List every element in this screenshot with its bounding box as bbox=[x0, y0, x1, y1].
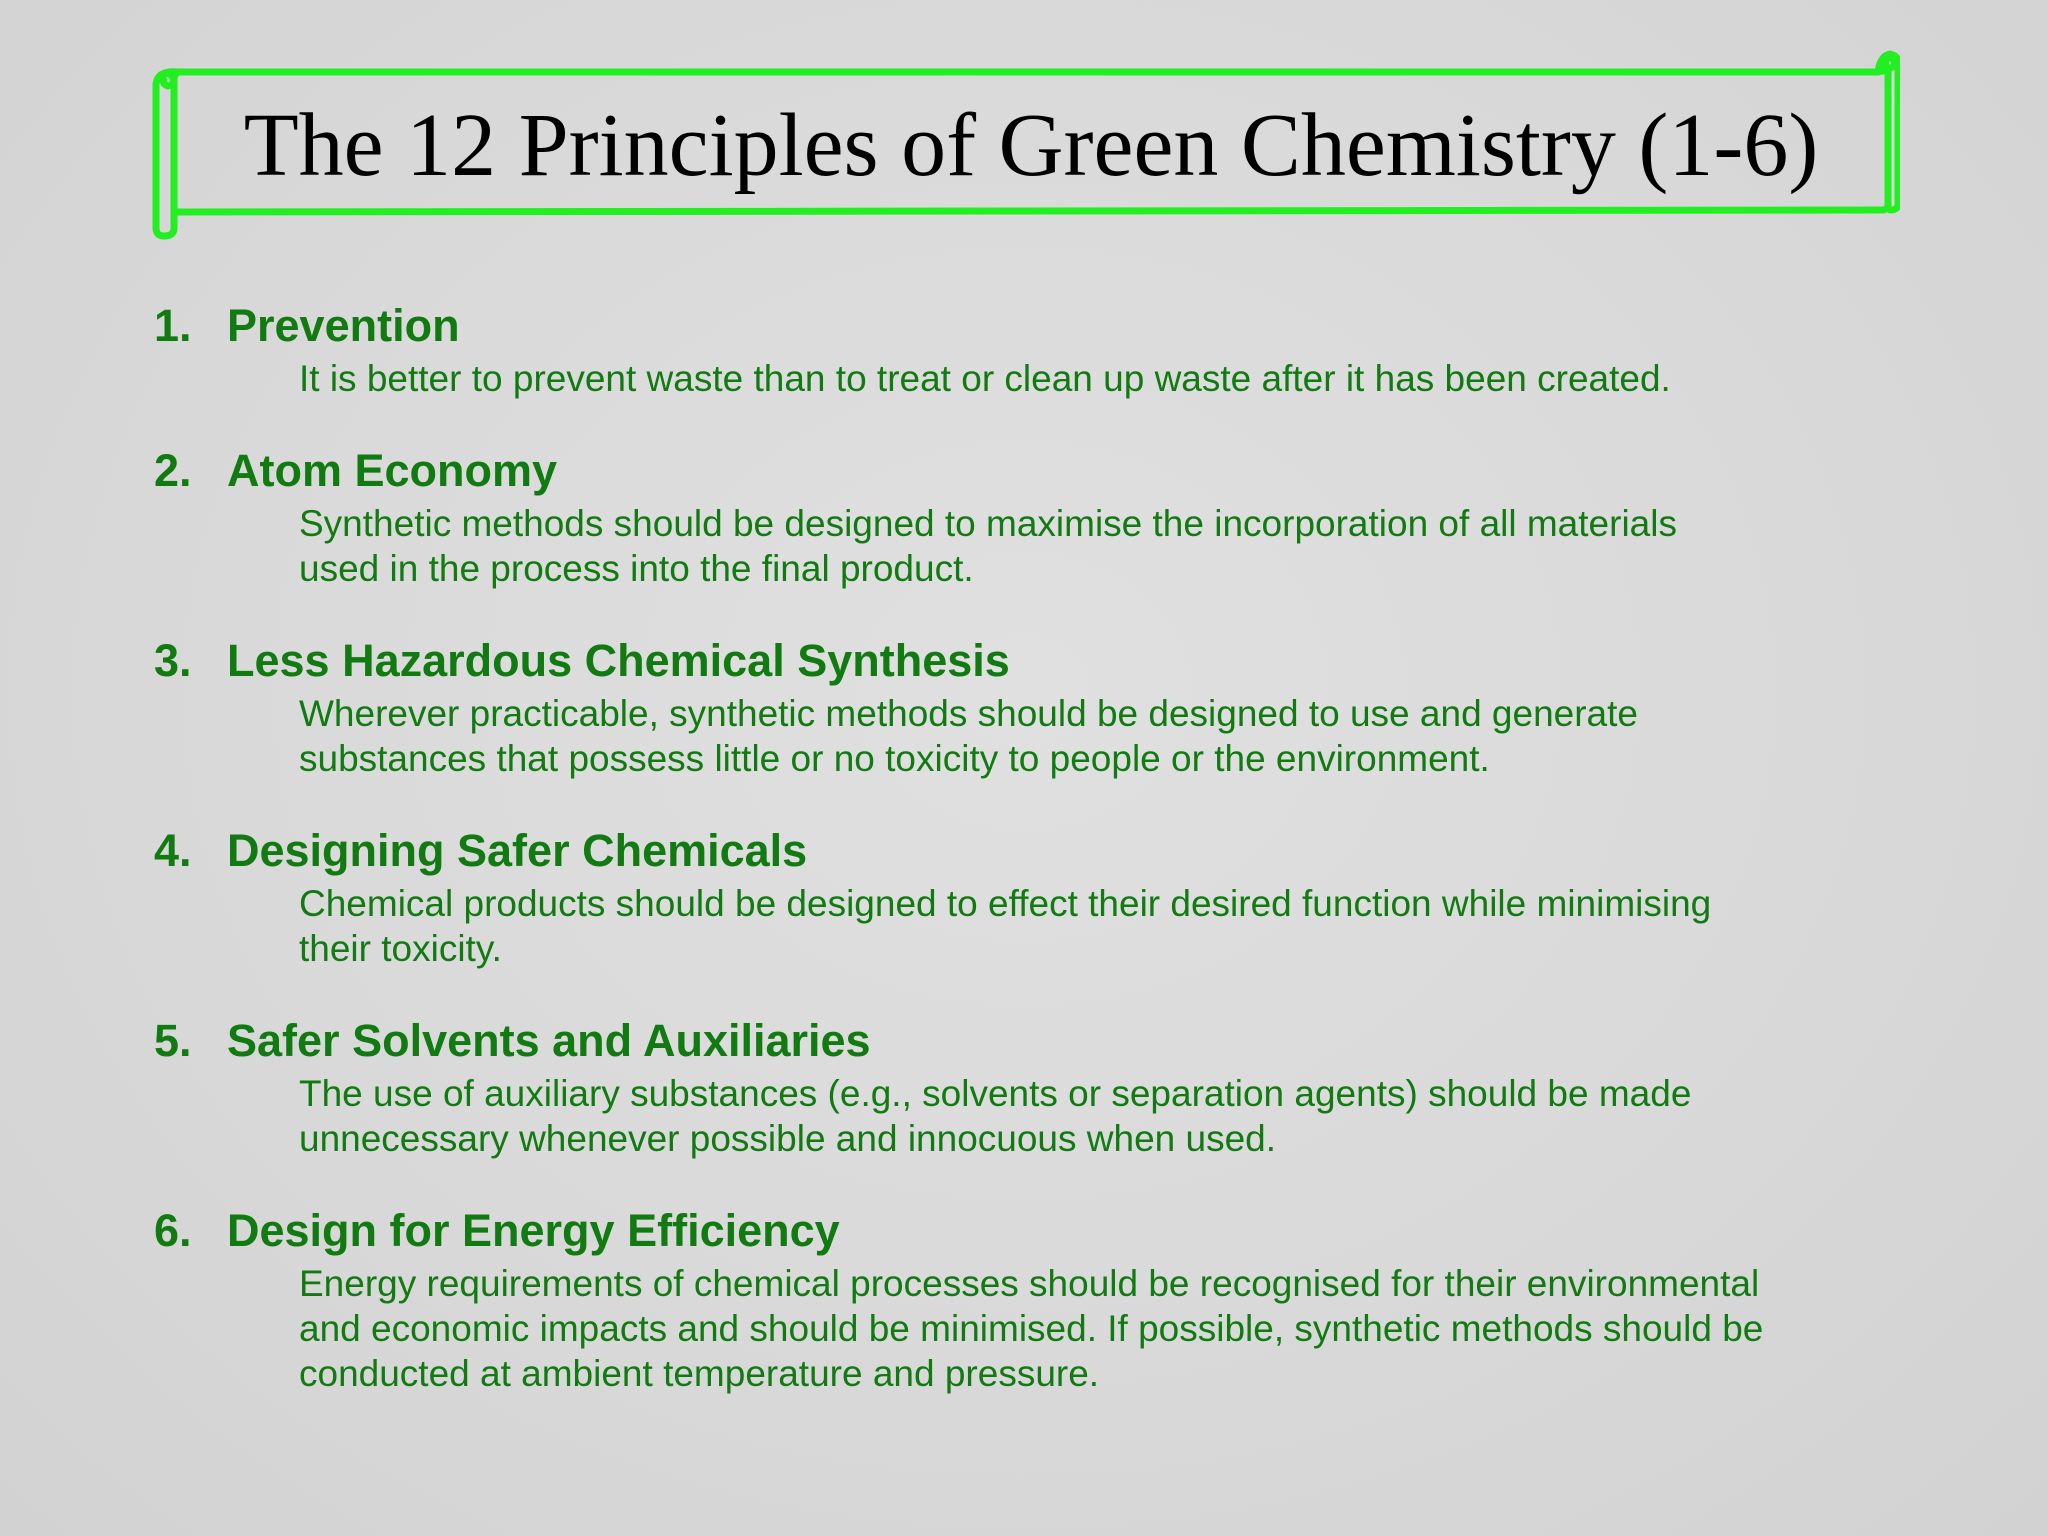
principle-item bbox=[154, 441, 1914, 591]
principle-title: Design for Energy Efficiency bbox=[227, 1205, 840, 1256]
principle-item bbox=[154, 1201, 1914, 1396]
principle-heading bbox=[154, 1201, 1914, 1261]
principle-heading bbox=[154, 441, 1914, 501]
principle-number: 2. bbox=[154, 445, 192, 496]
principle-number: 1. bbox=[154, 300, 192, 351]
principle-number: 5. bbox=[154, 1015, 192, 1066]
principle-number: 4. bbox=[154, 825, 192, 876]
principle-number: 3. bbox=[154, 635, 192, 686]
principle-description: Energy requirements of chemical processes should be recognised for their environmental and economic impacts and should be minimised. If possible, synthetic methods should be conducted at ambient temperature and pressure. bbox=[299, 1263, 1764, 1394]
principle-description: Synthetic methods should be designed to maximise the incorporation of all materials used in the process into the final product. bbox=[299, 503, 1677, 589]
principle-title: Less Hazardous Chemical Synthesis bbox=[227, 635, 1010, 686]
principles-list bbox=[154, 296, 1914, 1436]
principle-title: Safer Solvents and Auxiliaries bbox=[227, 1015, 871, 1066]
principle-title: Atom Economy bbox=[227, 445, 558, 496]
principle-description: The use of auxiliary substances (e.g., solvents or separation agents) should be made unnecessary whenever possible and innocuous when used. bbox=[299, 1073, 1692, 1159]
slide-title: The 12 Principles of Green Chemistry (1-6) bbox=[243, 96, 1819, 195]
principle-description: Wherever practicable, synthetic methods should be designed to use and generate substances that possess little or no toxicity to people or the environment. bbox=[299, 693, 1638, 779]
principle-heading bbox=[154, 296, 1914, 356]
principle-item bbox=[154, 1011, 1914, 1161]
principle-item bbox=[154, 821, 1914, 971]
principle-heading bbox=[154, 631, 1914, 691]
principle-heading bbox=[154, 1011, 1914, 1071]
principle-item bbox=[154, 631, 1914, 781]
principle-description: It is better to prevent waste than to treat or clean up waste after it has been created. bbox=[299, 358, 1671, 399]
principle-heading bbox=[154, 821, 1914, 881]
principle-number: 6. bbox=[154, 1205, 192, 1256]
principle-title: Designing Safer Chemicals bbox=[227, 825, 808, 876]
principle-item bbox=[154, 296, 1914, 401]
principle-title: Prevention bbox=[227, 300, 460, 351]
principle-description: Chemical products should be designed to effect their desired function while minimising their toxicity. bbox=[299, 883, 1712, 969]
